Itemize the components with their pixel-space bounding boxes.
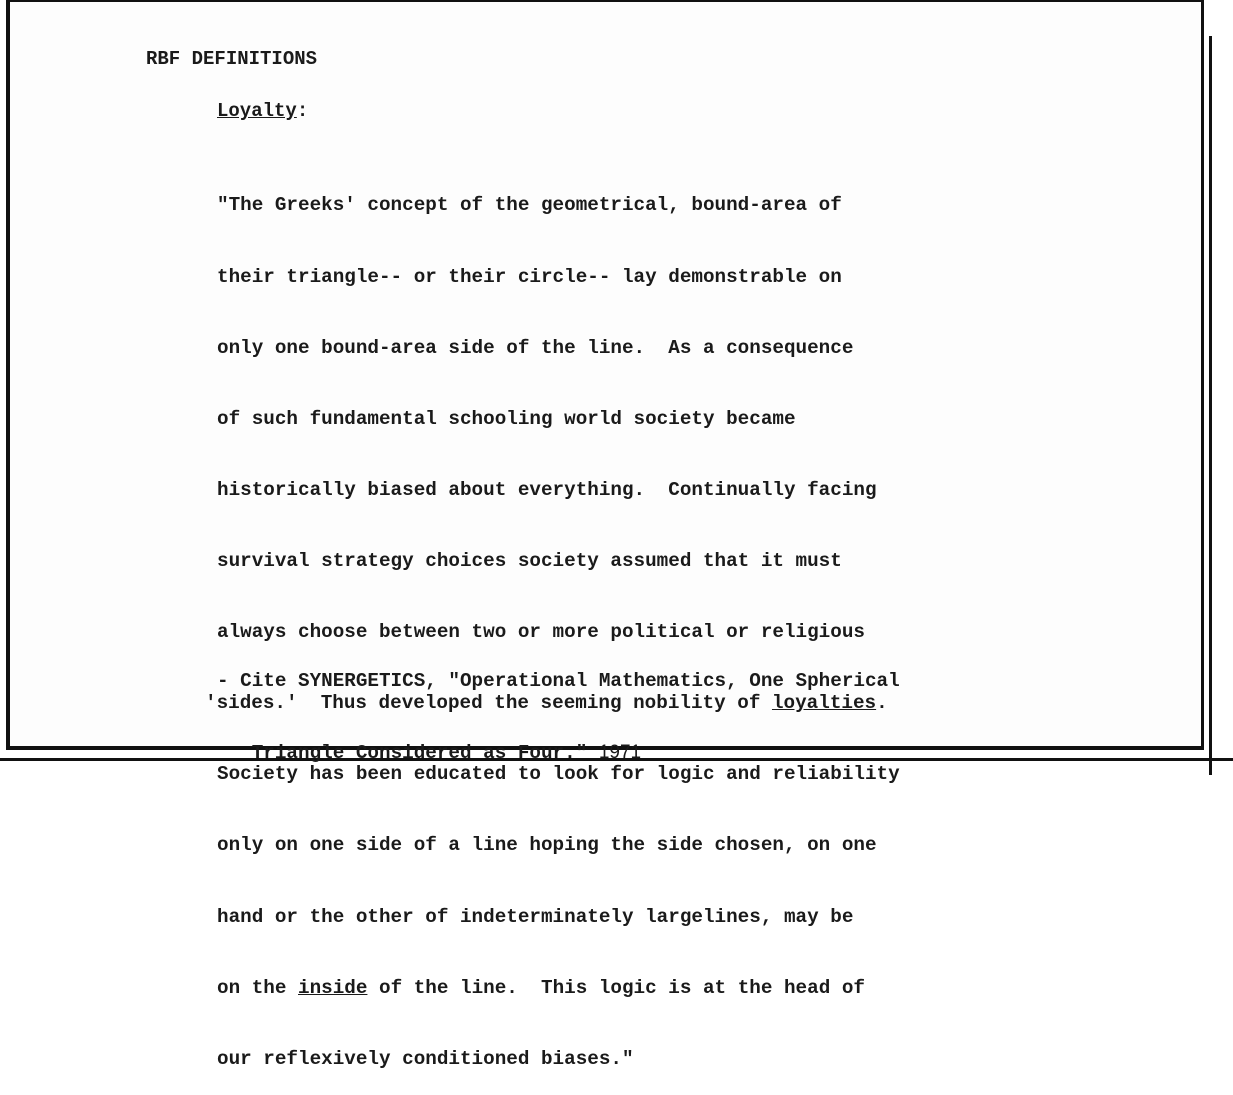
- quote-line: of such fundamental schooling world society became: [217, 407, 796, 430]
- term-colon: :: [296, 100, 309, 122]
- quote-line: only one bound-area side of the line. As a consequence: [217, 336, 854, 359]
- emphasis-loyalties: loyalties: [771, 692, 877, 715]
- quote-line: historically biased about everything. Continually facing: [217, 478, 877, 501]
- emphasis-inside: inside: [298, 976, 368, 999]
- quote-line: hand or the other of indeterminately largelines, may be: [217, 905, 854, 928]
- quote-line: always choose between two or more political or religious: [217, 621, 865, 644]
- citation-year: 1971: [598, 742, 642, 763]
- right-border-rule: [1209, 36, 1212, 775]
- citation-line: - Cite SYNERGETICS, "Operational Mathematics, One Spherical: [217, 670, 900, 692]
- document-header: RBF DEFINITIONS: [146, 48, 318, 70]
- quote-line: [217, 977, 900, 1001]
- quote-line: "The Greeks' concept of the geometrical, bound-area of: [217, 194, 842, 217]
- citation: [217, 621, 900, 789]
- quote-line: survival strategy choices society assumed that it must: [217, 549, 842, 572]
- quote-text: 'sides.' Thus developed the seeming nobility of: [205, 692, 772, 715]
- citation-line: [217, 741, 900, 765]
- citation-title: Triangle Considered as Four.": [251, 742, 599, 764]
- term-label: Loyalty: [217, 100, 297, 122]
- quote-text: of the line. This logic is at the head of: [367, 976, 865, 999]
- definition-term: [217, 100, 308, 122]
- quote-text: .: [876, 692, 888, 715]
- quote-line: only on one side of a line hoping the side chosen, on one: [217, 834, 877, 857]
- quote-text: on the: [217, 976, 298, 999]
- quote-line: our reflexively conditioned biases.": [217, 1047, 634, 1070]
- quote-line: their triangle-- or their circle-- lay demonstrable on: [217, 265, 842, 288]
- quote-line: Society has been educated to look for logic and reliability: [217, 763, 900, 786]
